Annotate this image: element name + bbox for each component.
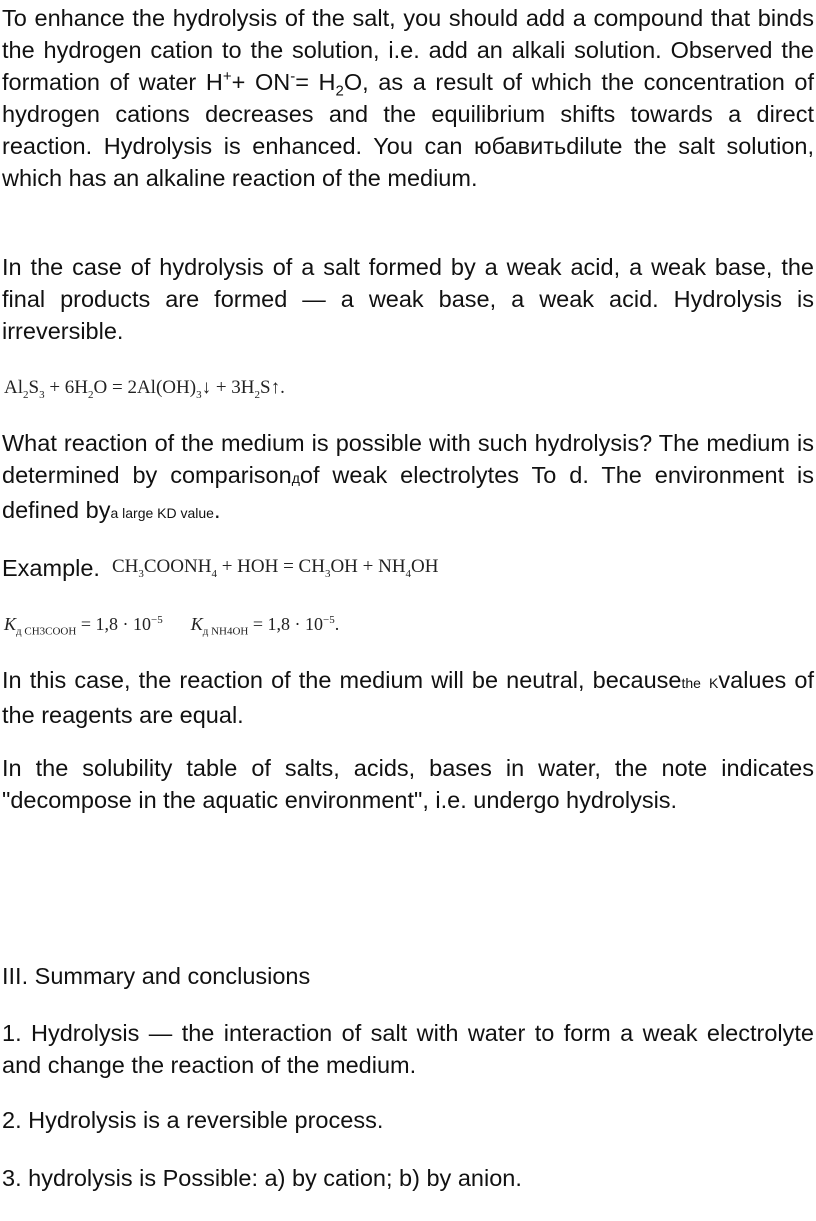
text-segment: = H [295,69,336,95]
small-text: K [709,675,719,691]
example-label: Example. [2,555,100,581]
text-segment: . [213,497,221,523]
paragraph-neutral [2,664,814,731]
text-segment: values of the reagents are equal. [2,667,814,728]
conclusion-3: 3. hydrolysis is Possible: a) by cation; b) by anion. [2,1165,522,1191]
paragraph-alkali [2,2,814,194]
formula-dissociation-constants: $K_{д CH3COOH} = 1,8 \cdot 10^{-5}$ $K_{д NH4OH} = 1,8 \cdot 10^{-5}$. [4,614,340,638]
formula-ammonium-acetate: $CH_3COONH_4$ + HOH = $CH_3OH + NH_4OH$ [111,556,439,580]
text-segment: In this case, the reaction of the medium will be neutral, because [2,667,682,693]
section-heading: III. Summary and conclusions [2,963,311,989]
paragraph-example [2,551,814,584]
subscript: 2 [335,82,344,100]
conclusion-1: 1. Hydrolysis — the interaction of salt with water to form a weak electrolyte and change the reaction of the medium. [2,1020,814,1078]
superscript: - [290,68,296,86]
paragraph-weak-acid-base: In the case of hydrolysis of a salt formed by a weak acid, a weak base, the final products are formed — a weak base, a weak acid. Hydrolysis is irreversible. [2,254,814,344]
text-segment: To enhance the hydrolysis of the salt, you should add a compound that binds the hydrogen cation to the solution, i.e. add an alkali solution. Observed the formation of water H [2,5,814,95]
small-text: д [291,470,300,486]
text-segment: + ON [231,69,291,95]
text-segment: What reaction of the medium is possible with such hydrolysis? The medium is determined by comparison [2,430,814,488]
paragraph-medium-question [2,427,814,529]
paragraph-solubility: In the solubility table of salts, acids, bases in water, the note indicates "decompose in the aquatic environment", i.e. undergo hydrolysis. [2,755,814,813]
small-text: a large KD value [110,505,214,521]
superscript: + [222,68,232,86]
formula-al2s3-hydrolysis: $Al_2S_3 + 6H_2O$ = $2Al(OH)_3↓$ + $3H_2S↑$. [4,377,285,401]
text-segment: O, as a result of which the concentration of hydrogen cations decreases and the equilibrium shifts towards a direct reaction. Hydrolysis is enhanced. You can юбавитьdilute the salt solution, which has an alkaline reaction of the medium. [2,69,814,191]
conclusion-2: 2. Hydrolysis is a reversible process. [2,1107,384,1133]
small-text: the [681,675,701,691]
text-segment: of weak electrolytes To d. The environment is defined by [2,462,814,523]
